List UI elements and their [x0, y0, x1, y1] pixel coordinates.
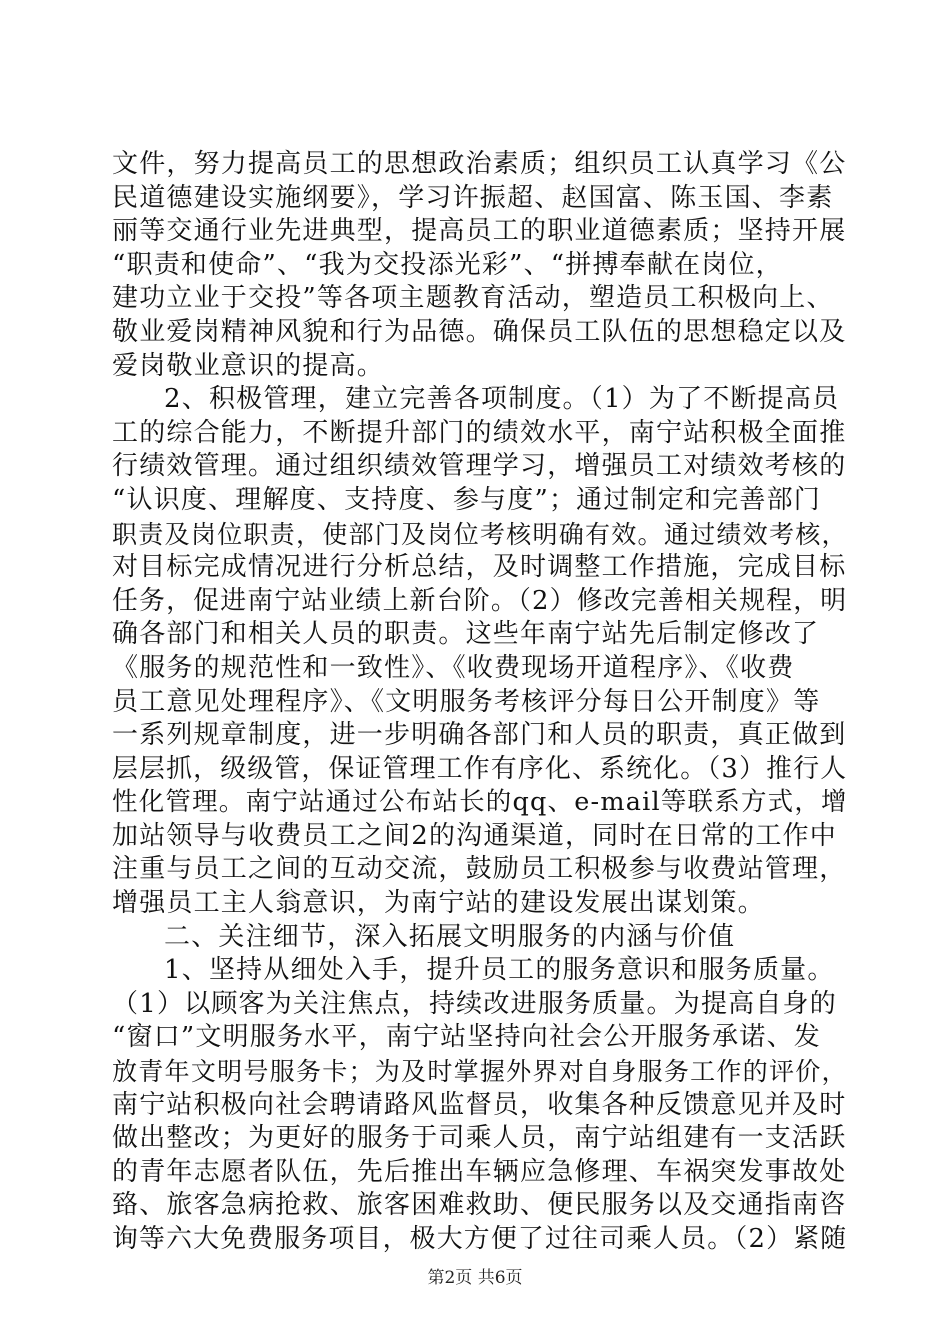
text-line: 注重与员工之间的互动交流，鼓励员工积极参与收费站管理，: [112, 854, 847, 885]
text-line: 加站领导与收费员工之间2的沟通渠道，同时在日常的工作中: [112, 820, 837, 851]
text-line: 层层抓，级级管，保证管理工作有序化、系统化。（3）推行人: [112, 753, 848, 784]
text-line: 职责及岗位职责，使部门及岗位考核明确有效。通过绩效考核，: [112, 519, 848, 549]
text-line: （1）以顾客为关注焦点，持续改进服务质量。为提高自身的: [112, 988, 837, 1019]
text-line: 臵、旅客急病抢救、旅客困难救助、便民服务以及交通指南咨: [112, 1190, 847, 1221]
section-heading: 二、关注细节，深入拓展文明服务的内涵与价值: [164, 921, 736, 952]
text-line: 爱岗敬业意识的提高。: [112, 350, 385, 381]
text-line: 《服务的规范性和一致性》、《收费现场开道程序》、《收费: [112, 652, 795, 683]
text-line: 确各部门和相关人员的职责。这些年南宁站先后制定修改了: [112, 619, 820, 650]
text-line: 民道德建设实施纲要》，学习许振超、赵国富、陈玉国、李素: [112, 182, 834, 213]
text-line: 性化管理。南宁站通过公布站长的qq、e-mail等联系方式，增: [112, 787, 848, 818]
text-line: 行绩效管理。通过组织绩效管理学习，增强员工对绩效考核的: [112, 451, 847, 482]
text-line: 增强员工主人翁意识，为南宁站的建设发展出谋划策。: [112, 888, 765, 919]
text-line: 丽等交通行业先进典型，提高员工的职业道德素质；坚持开展: [112, 216, 847, 247]
text-line: 文件，努力提高员工的思想政治素质；组织员工认真学习《公: [112, 149, 847, 179]
text-line: 员工意见处理程序》、《文明服务考核评分每日公开制度》等: [112, 686, 821, 717]
text-line: 的青年志愿者队伍，先后推出车辆应急修理、车祸突发事故处: [112, 1156, 847, 1187]
text-line: 一系列规章制度，进一步明确各部门和人员的职责，真正做到: [112, 720, 847, 751]
text-line: 对目标完成情况进行分析总结，及时调整工作措施，完成目标: [112, 552, 847, 583]
body-text: [112, 148, 847, 1257]
paragraph-start-line: 2、积极管理，建立完善各项制度。（1）为了不断提高员: [164, 384, 840, 415]
page-footer: 第2页 共6页: [427, 1268, 523, 1288]
text-line: 放青年文明号服务卡；为及时掌握外界对自身服务工作的评价，: [112, 1057, 848, 1087]
text-line: 询等六大免费服务项目，极大方便了过往司乘人员。（2）紧随: [112, 1224, 848, 1254]
paragraph-start-line: 1、坚持从细处入手，提升员工的服务意识和服务质量。: [164, 955, 835, 986]
text-line: 南宁站积极向社会聘请路风监督员，收集各种反馈意见并及时: [112, 1089, 847, 1120]
text-line: 建功立业于交投”等各项主题教育活动，塑造员工积极向上、: [112, 283, 834, 314]
text-line: “职责和使命”、“我为交投添光彩”、“拼搏奉献在岗位，: [112, 249, 783, 280]
text-line: “窗口”文明服务水平，南宁站坚持向社会公开服务承诺、发: [112, 1022, 821, 1053]
text-line: 敬业爱岗精神风貌和行为品德。确保员工队伍的思想稳定以及: [112, 316, 847, 347]
text-line: 做出整改；为更好的服务于司乘人员，南宁站组建有一支活跃: [112, 1123, 847, 1154]
text-line: 任务，促进南宁站业绩上新台阶。（2）修改完善相关规程，明: [112, 585, 848, 616]
text-line: 工的综合能力，不断提升部门的绩效水平，南宁站积极全面推: [112, 417, 847, 448]
text-line: “认识度、理解度、支持度、参与度”；通过制定和完善部门: [112, 484, 821, 515]
